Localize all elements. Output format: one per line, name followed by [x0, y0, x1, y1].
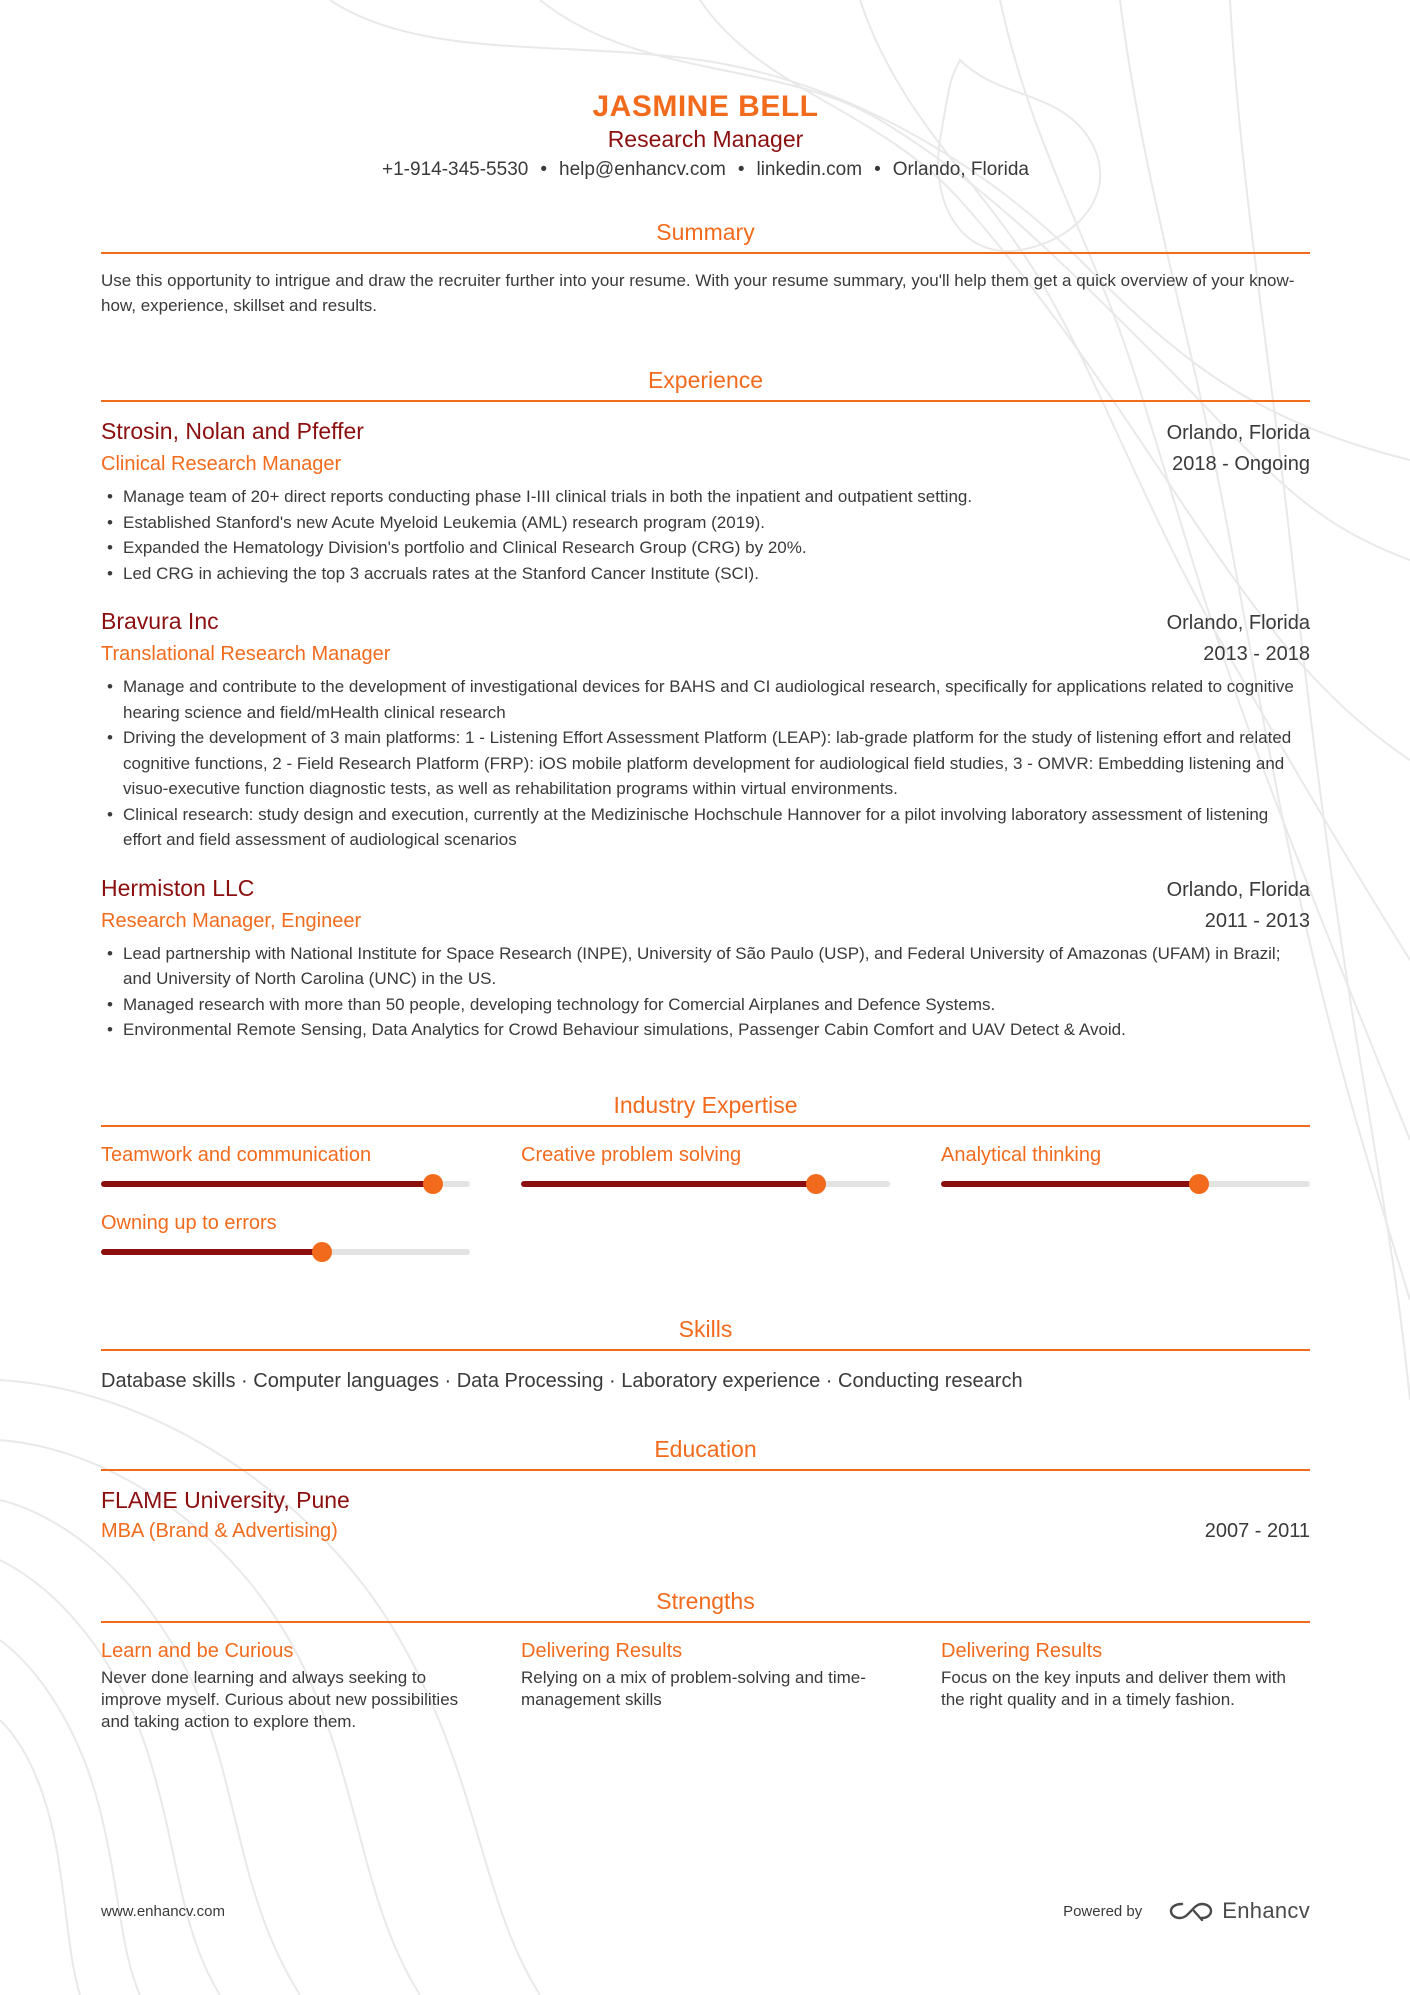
- bullet-item: • Managed research with more than 50 people, developing technology for Comercial Airplanes and Defence Systems.: [101, 992, 1310, 1018]
- job-entry: [101, 416, 1310, 586]
- expertise-bar-knob: [1189, 1174, 1209, 1194]
- strength-item: [101, 1637, 470, 1733]
- brand-logo[interactable]: [1168, 1898, 1310, 1924]
- expertise-item: [941, 1141, 1310, 1187]
- strengths-grid: [101, 1637, 1310, 1733]
- summary-section: [101, 218, 1310, 318]
- powered-by-label: Powered by: [1063, 1902, 1143, 1920]
- powered-by: [1063, 1898, 1310, 1924]
- job-bullets: [101, 941, 1310, 1043]
- job-entry: [101, 606, 1310, 853]
- strength-title: Delivering Results: [521, 1639, 683, 1662]
- strength-description: Never done learning and always seeking to improve myself. Curious about new possibilities and taking action to explore them.: [101, 1667, 459, 1731]
- education-section: [101, 1435, 1310, 1547]
- strength-item: [941, 1637, 1310, 1733]
- expertise-grid: [101, 1141, 1310, 1255]
- expertise-bar: [521, 1181, 890, 1187]
- job-bullets: [101, 484, 1310, 586]
- footer-website-link[interactable]: www.enhancv.com: [101, 1902, 225, 1920]
- school-name: FLAME University, Pune: [101, 1486, 350, 1513]
- expertise-bar-fill: [941, 1181, 1199, 1187]
- job-entry: [101, 873, 1310, 1043]
- summary-text: Use this opportunity to intrigue and draw the recruiter further into your resume. With your resume summary, you'll help them get a quick overview of your know-how, experience, skillset and results.: [101, 271, 1295, 315]
- company-name: Bravura Inc: [101, 608, 219, 634]
- job-location: Orlando, Florida: [1166, 612, 1310, 634]
- expertise-bar-fill: [101, 1249, 322, 1255]
- phone: +1-914-345-5530: [382, 159, 529, 180]
- job-dates: 2013 - 2018: [1203, 643, 1310, 665]
- separator: •: [737, 159, 745, 180]
- expertise-bar-fill: [101, 1181, 433, 1187]
- expertise-label: Teamwork and communication: [101, 1143, 372, 1166]
- job-location: Orlando, Florida: [1166, 878, 1310, 901]
- job-location: Orlando, Florida: [1166, 422, 1310, 444]
- bullet-item: • Expanded the Hematology Division's portfolio and Clinical Research Group (CRG) by 20%.: [101, 535, 1310, 561]
- strengths-heading: Strengths: [101, 1587, 1310, 1623]
- bullet-item: • Driving the development of 3 main platforms: 1 - Listening Effort Assessment Platform (LEAP): lab-grade platform for the study of listening effort and related cognitive functions, 2 - Field Research Platform (FRP): iOS mobile platform development for audiological field studies, 3 - OMVR: Embedding listening and visuo-executive function diagnostic tests, as well as rehabilitation programs within virtual environments.: [101, 725, 1310, 802]
- expertise-bar-knob: [806, 1174, 826, 1194]
- expertise-item: [101, 1209, 470, 1255]
- candidate-name: JASMINE BELL: [592, 90, 819, 123]
- bullet-item: • Environmental Remote Sensing, Data Analytics for Crowd Behaviour simulations, Passenger Cabin Comfort and UAV Detect & Avoid.: [101, 1017, 1310, 1043]
- job-dates: 2011 - 2013: [1204, 909, 1310, 932]
- expertise-bar-knob: [312, 1242, 332, 1262]
- company-name: Strosin, Nolan and Pfeffer: [101, 418, 364, 444]
- separator: •: [874, 159, 881, 180]
- bullet-item: • Clinical research: study design and execution, currently at the Medizinische Hochschule Hannover for a pilot involving laboratory assessment of listening effort and field assessment of audiological scenarios: [101, 802, 1310, 853]
- strength-item: [521, 1637, 890, 1733]
- strength-description: Focus on the key inputs and deliver them with the right quality and in a timely fashion.: [941, 1667, 1286, 1709]
- expertise-heading: Industry Expertise: [101, 1091, 1310, 1127]
- location: Orlando, Florida: [892, 159, 1029, 180]
- bullet-item: • Lead partnership with National Institute for Space Research (INPE), University of São Paulo (USP), and Federal University of Amazonas (UFAM) in Brazil; and University of North Carolina (UNC) in the US.: [101, 941, 1310, 992]
- separator: •: [540, 159, 547, 180]
- expertise-section: [101, 1091, 1310, 1255]
- expertise-bar: [101, 1181, 470, 1187]
- education-dates: 2007 - 2011: [1204, 1519, 1310, 1542]
- job-role: Research Manager, Engineer: [101, 909, 362, 932]
- expertise-label: Owning up to errors: [101, 1211, 277, 1234]
- contact-line: [101, 156, 1310, 184]
- expertise-item: [521, 1141, 890, 1187]
- bullet-item: • Led CRG in achieving the top 3 accruals rates at the Stanford Cancer Institute (SCI).: [101, 561, 1310, 587]
- skills-section: [101, 1315, 1310, 1395]
- job-dates: 2018 - Ongoing: [1172, 453, 1310, 475]
- expertise-bar-fill: [521, 1181, 816, 1187]
- bullet-item: • Manage and contribute to the development of investigational devices for BAHS and CI audiological research, specifically for applications related to cognitive hearing science and field/mHealth clinical research: [101, 674, 1310, 725]
- job-bullets: [101, 674, 1310, 853]
- job-role: Translational Research Manager: [101, 643, 391, 665]
- company-name: Hermiston LLC: [101, 874, 255, 901]
- expertise-bar: [101, 1249, 470, 1255]
- resume-page: [101, 0, 1310, 1733]
- resume-header: [101, 0, 1310, 184]
- strength-description: Relying on a mix of problem-solving and time-management skills: [521, 1667, 866, 1709]
- strengths-section: [101, 1587, 1310, 1733]
- email[interactable]: help@enhancv.com: [559, 159, 726, 180]
- bullet-item: • Established Stanford's new Acute Myeloid Leukemia (AML) research program (2019).: [101, 510, 1310, 536]
- job-role: Clinical Research Manager: [101, 453, 342, 475]
- page-footer: [101, 1898, 1310, 1924]
- candidate-title: Research Manager: [607, 126, 804, 152]
- education-heading: Education: [101, 1435, 1310, 1471]
- bullet-item: • Manage team of 20+ direct reports conducting phase I-III clinical trials in both the inpatient and outpatient setting.: [101, 484, 1310, 510]
- skills-list: Database skills · Computer languages · Data Processing · Laboratory experience · Conducting research: [101, 1369, 1023, 1392]
- linkedin[interactable]: linkedin.com: [756, 159, 863, 180]
- expertise-bar: [941, 1181, 1310, 1187]
- expertise-label: Analytical thinking: [941, 1143, 1102, 1166]
- enhancv-logo-icon: [1168, 1900, 1214, 1922]
- strength-title: Delivering Results: [941, 1639, 1103, 1662]
- expertise-label: Creative problem solving: [521, 1143, 742, 1166]
- degree: MBA (Brand & Advertising): [101, 1519, 338, 1542]
- experience-section: [101, 366, 1310, 1043]
- brand-name: Enhancv: [1222, 1898, 1310, 1923]
- summary-heading: Summary: [101, 218, 1310, 254]
- expertise-bar-knob: [423, 1174, 443, 1194]
- expertise-item: [101, 1141, 470, 1187]
- strength-title: Learn and be Curious: [101, 1639, 294, 1662]
- skills-heading: Skills: [101, 1315, 1310, 1351]
- experience-heading: Experience: [101, 366, 1310, 402]
